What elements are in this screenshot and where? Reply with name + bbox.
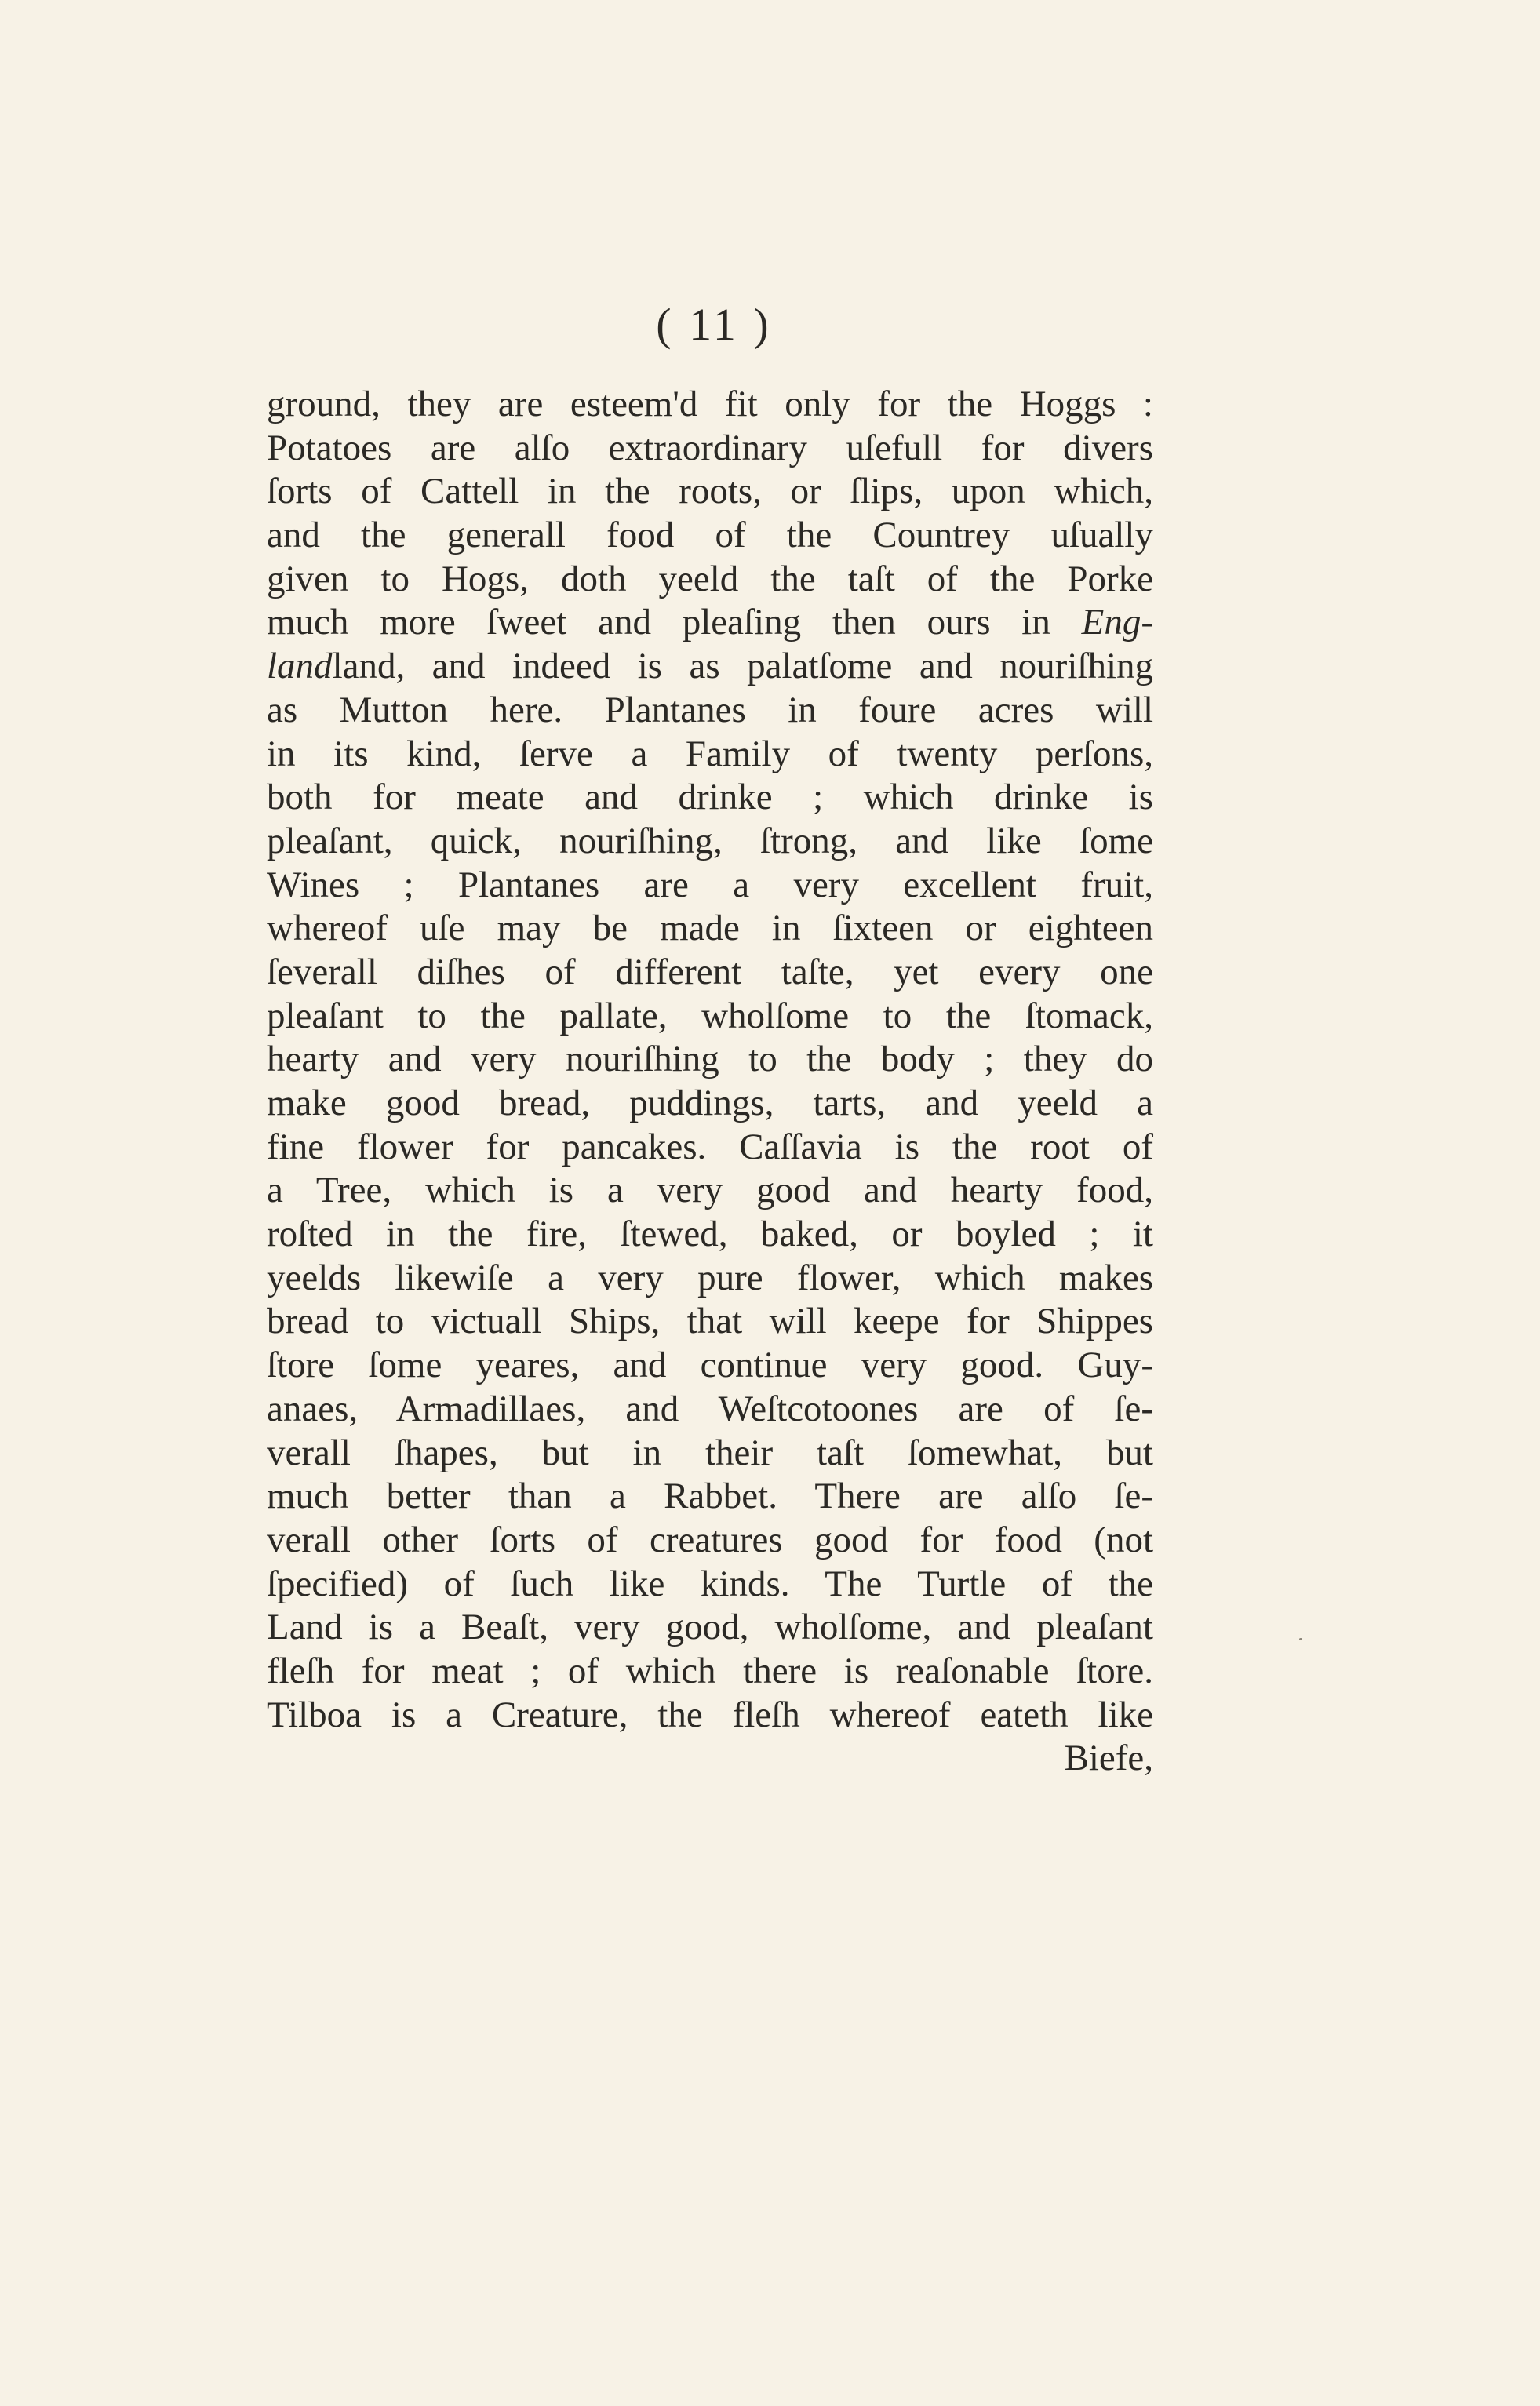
text-line: yeelds likewiſe a very pure flower, which makes: [267, 1257, 1153, 1298]
text-line: given to Hogs, doth yeeld the taſt of the Porke: [267, 558, 1153, 599]
text-line: Potatoes are alſo extraordinary uſefull for divers: [267, 427, 1153, 468]
text-line: Wines ; Plantanes are a very excellent fruit,: [267, 864, 1153, 905]
text-line: hearty and very nouriſhing to the body ; they do: [267, 1039, 1153, 1080]
text-line: as Mutton here. Plantanes in foure acres will: [267, 689, 1153, 730]
text-line: a Tree, which is a very good and hearty food,: [267, 1170, 1153, 1211]
text-line: bread to victuall Ships, that will keepe for Shippes: [267, 1301, 1153, 1342]
text-line-roman: land, and indeed is as palatſome and nouriſhing: [332, 646, 1153, 687]
text-line: anaes, Armadillaes, and Weſtcotoones are of ſe-: [267, 1388, 1153, 1429]
text-line: pleaſant to the pallate, wholſome to the ſtomack,: [267, 995, 1153, 1036]
text-line: verall other ſorts of creatures good for food (not: [267, 1519, 1153, 1560]
text-line: ſtore ſome yeares, and continue very good. Guy-: [267, 1345, 1153, 1386]
text-line: and the generall food of the Countrey uſually: [267, 515, 1153, 556]
ink-speck: [1299, 1638, 1302, 1640]
text-line: ground, they are esteem'd fit only for the Hoggs :: [267, 384, 1153, 424]
page-number: ( 11 ): [656, 299, 772, 350]
text-line: whereof uſe may be made in ſixteen or eighteen: [267, 908, 1153, 949]
text-line: ſpecified) of ſuch like kinds. The Turtle of the: [267, 1563, 1153, 1604]
text-line: roſted in the fire, ſtewed, baked, or boyled ; it: [267, 1214, 1153, 1255]
text-line: both for meate and drinke ; which drinke is: [267, 777, 1153, 818]
text-line: ſeverall diſhes of different taſte, yet every one: [267, 951, 1153, 992]
text-line: Land is a Beaſt, very good, wholſome, and pleaſant: [267, 1607, 1153, 1648]
text-line-roman: much more ſweet and pleaſing then ours in: [267, 602, 1050, 643]
text-line: verall ſhapes, but in their taſt ſomewhat, but: [267, 1432, 1153, 1473]
text-line: pleaſant, quick, nouriſhing, ſtrong, and like ſome: [267, 820, 1153, 861]
text-line: in its kind, ſerve a Family of twenty perſons,: [267, 733, 1153, 774]
body-text: [267, 383, 1153, 1781]
text-line: fine flower for pancakes. Caſſavia is the root of: [267, 1126, 1153, 1167]
text-line: ſorts of Cattell in the roots, or ſlips, upon which,: [267, 471, 1153, 512]
italic-word-eng: Eng-: [1081, 602, 1154, 643]
catchword: Biefe,: [1064, 1738, 1153, 1779]
text-line: [267, 645, 1153, 689]
text-line: [267, 601, 1153, 645]
text-line: make good bread, puddings, tarts, and yeeld a: [267, 1083, 1153, 1123]
italic-word-land: land: [267, 646, 333, 687]
text-line: Tilboa is a Creature, the fleſh whereof eateth like: [267, 1694, 1153, 1735]
text-line: much better than a Rabbet. There are alſo ſe-: [267, 1476, 1153, 1517]
text-line: fleſh for meat ; of which there is reaſonable ſtore.: [267, 1650, 1153, 1691]
